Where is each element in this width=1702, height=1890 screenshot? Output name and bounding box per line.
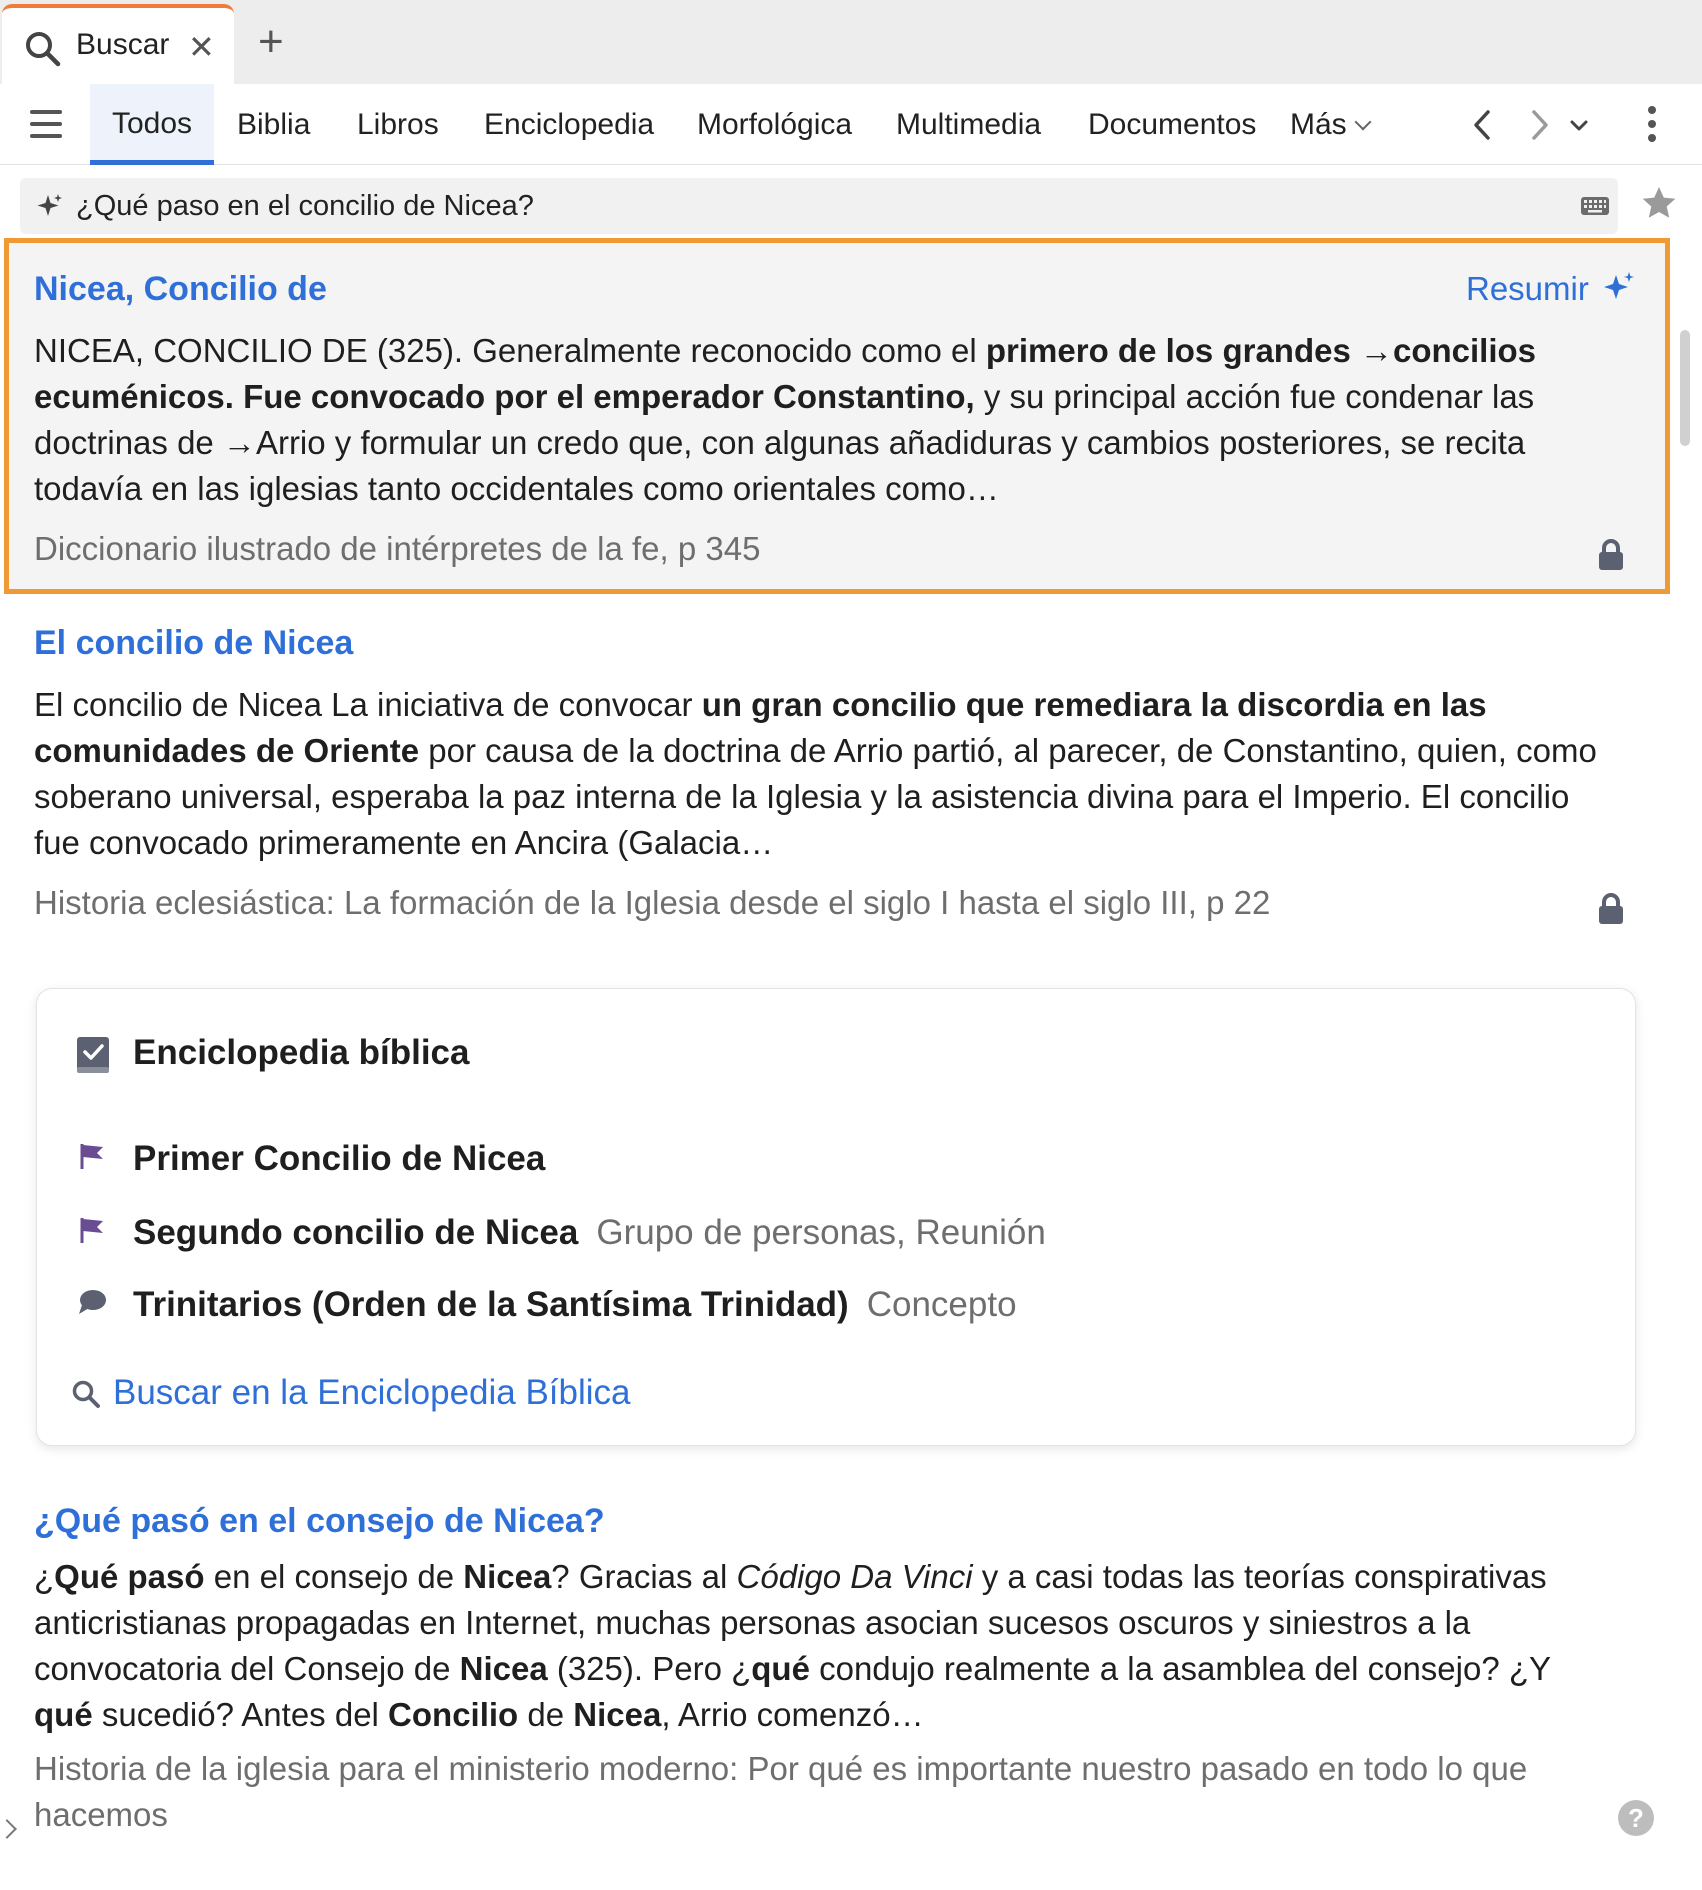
tab-multimedia[interactable]: Multimedia (896, 108, 1042, 141)
result-3 (34, 1500, 1614, 1838)
chevron-down-icon (1354, 114, 1371, 131)
help-icon[interactable]: ? (1618, 1800, 1654, 1836)
book-check-icon (75, 1035, 111, 1075)
result-source[interactable]: Historia eclesiástica: La formación de la Iglesia desde el siglo I hasta el siglo III, p 22 (34, 884, 1271, 921)
scrollbar[interactable] (1680, 330, 1690, 446)
result-source[interactable]: Diccionario ilustrado de intérpretes de la fe, p 345 (34, 530, 761, 567)
search-encyclopedia-link[interactable] (71, 1371, 631, 1415)
tab-documentos[interactable]: Documentos (1088, 108, 1257, 141)
result-1 (34, 268, 1594, 572)
flag-icon (77, 1215, 107, 1245)
keyboard-icon[interactable] (1580, 194, 1610, 218)
tab-mas-label: Más (1290, 108, 1347, 141)
search-icon (71, 1379, 101, 1409)
close-icon[interactable]: ✕ (188, 29, 215, 65)
result-2 (34, 622, 1614, 926)
search-bar (20, 178, 1618, 234)
encyclopedia-item[interactable] (133, 1283, 1017, 1327)
encyclopedia-item[interactable] (133, 1137, 545, 1181)
category-nav (0, 84, 1702, 165)
item-type: Concepto (866, 1285, 1017, 1324)
search-encyclopedia-label: Buscar en la Enciclopedia Bíblica (113, 1373, 631, 1412)
lock-icon (1596, 538, 1626, 572)
item-name: Trinitarios (Orden de la Santísima Trinidad) (133, 1285, 849, 1324)
result-title[interactable]: Nicea, Concilio de (34, 270, 327, 308)
tab-libros[interactable]: Libros (357, 108, 439, 141)
summarize-button[interactable]: Resumir (1466, 270, 1589, 307)
sparkle-icon (36, 192, 64, 220)
tab-buscar[interactable] (2, 4, 234, 85)
flag-icon (77, 1141, 107, 1171)
result-source[interactable]: Historia de la iglesia para el ministerio moderno: Por qué es importante nuestro pasado en todo lo que hacemos (34, 1750, 1528, 1833)
search-input[interactable] (76, 178, 1536, 234)
search-icon (24, 30, 62, 68)
new-tab-plus-icon[interactable]: + (258, 17, 284, 66)
tab-enciclopedia[interactable]: Enciclopedia (484, 108, 655, 141)
back-arrow-icon[interactable] (1466, 108, 1500, 142)
tab-strip (0, 0, 1702, 85)
more-options-icon[interactable] (1648, 106, 1656, 148)
tab-mas[interactable] (1290, 102, 1369, 152)
tab-biblia[interactable]: Biblia (237, 108, 311, 141)
result-snippet: El concilio de Nicea La iniciativa de convocar un gran concilio que remediara la discordia en las comunidades de Oriente por causa de la doctrina de Arrio partió, al parecer, de Constantino, quien, como soberano universal, esperaba la paz interna de la Iglesia y la asistencia divina para el Imperio. El concilio fue convocado primeramente en Ancira (Galacia… (34, 686, 1597, 861)
hamburger-menu-icon[interactable] (30, 110, 62, 138)
encyclopedia-card (36, 988, 1636, 1446)
result-title[interactable]: El concilio de Nicea (34, 624, 354, 662)
item-type: Grupo de personas, Reunión (596, 1213, 1046, 1252)
sparkle-icon[interactable] (1602, 270, 1636, 304)
history-dropdown-icon[interactable] (1566, 108, 1592, 142)
result-snippet: ¿Qué pasó en el consejo de Nicea? Gracias al Código Da Vinci y a casi todas las teorías conspirativas anticristianas propagadas en Internet, muchas personas asocian sucesos oscuros y siniestros a la convocatoria del Consejo de Nicea (325). Pero ¿qué condujo realmente a la asamblea del consejo? ¿Y qué sucedió? Antes del Concilio de Nicea, Arrio comenzó… (34, 1558, 1551, 1733)
tab-label: Buscar (76, 28, 170, 61)
chevron-right-icon[interactable] (0, 1819, 17, 1839)
star-icon[interactable] (1640, 184, 1678, 222)
item-name: Segundo concilio de Nicea (133, 1213, 579, 1252)
encyclopedia-item[interactable] (133, 1211, 1046, 1255)
tab-morfologica[interactable]: Morfológica (697, 108, 853, 141)
item-name: Primer Concilio de Nicea (133, 1139, 546, 1178)
tab-todos[interactable]: Todos (90, 84, 214, 165)
forward-arrow-icon[interactable] (1522, 108, 1556, 142)
result-title[interactable]: ¿Qué pasó en el consejo de Nicea? (34, 1502, 605, 1540)
result-snippet: NICEA, CONCILIO DE (325). Generalmente reconocido como el primero de los grandes →concilios ecuménicos. Fue convocado por el emperador Constantino, y su principal acción fue condenar las doctrinas de →Arrio y formular un credo que, con algunas añadiduras y cambios posteriores, se recita todavía en las iglesias tanto occidentales como orientales como… (34, 332, 1537, 507)
card-heading: Enciclopedia bíblica (133, 1033, 470, 1072)
speech-bubble-icon (77, 1287, 107, 1317)
lock-icon (1596, 892, 1626, 926)
